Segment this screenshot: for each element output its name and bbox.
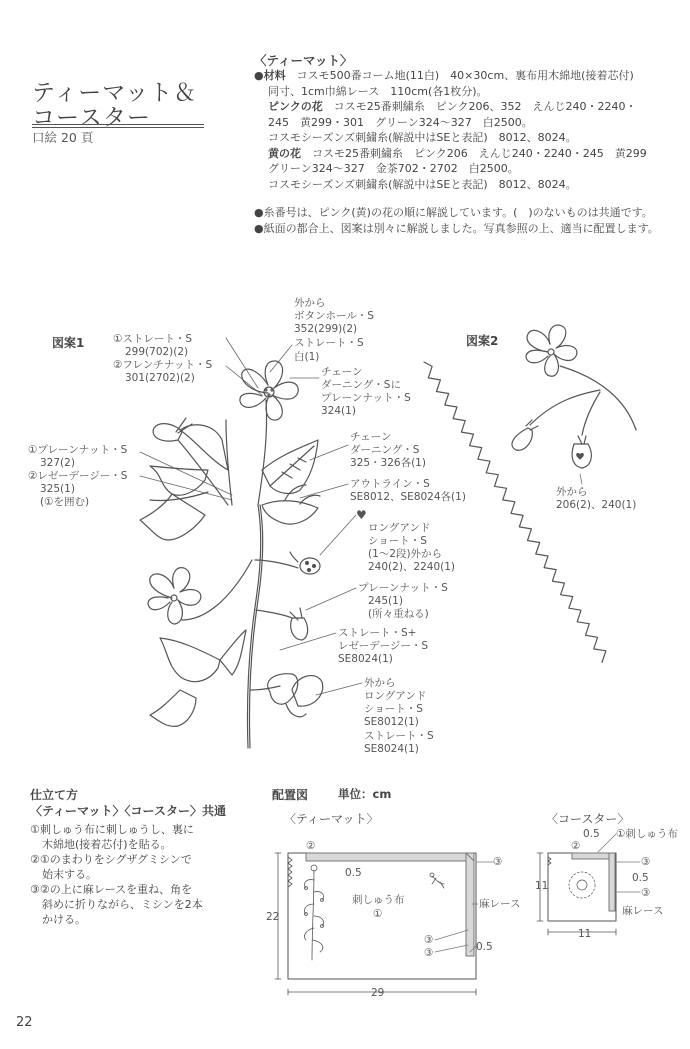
mat-margin-05-bottom: 0.5 xyxy=(476,941,493,953)
mat-marker-3-mid: ③ xyxy=(424,934,434,946)
mat-marker-3-top: ③ xyxy=(493,856,503,868)
title-line-1: ティーマット＆ xyxy=(32,80,198,106)
pattern-2-label: 図案2 xyxy=(466,334,499,348)
mat-marker-2: ② xyxy=(306,840,316,852)
page-number: 22 xyxy=(16,1015,33,1030)
mat-cloth-label: 刺しゅう布 xyxy=(352,894,405,906)
label-plain-knot-2: ①プレーンナット・S xyxy=(28,444,128,456)
mat-cloth-marker: ① xyxy=(373,908,383,920)
coaster-lace-label: 麻レース xyxy=(622,905,664,917)
finish-subheading: 〈ティーマット〉〈コースター〉共通 xyxy=(30,804,226,818)
label-thread-se8024-a: SE8024(1) xyxy=(338,653,393,665)
mat-lace-label: 麻レース xyxy=(479,898,521,910)
label-thread-se8024-b: SE8024(1) xyxy=(364,743,419,755)
mat-height-22: 22 xyxy=(266,911,280,923)
label-darning-1: ダーニング・Sに xyxy=(321,379,401,391)
label-white: 白(1) xyxy=(294,351,320,363)
label-long-short-3: ロングアンド xyxy=(364,690,427,702)
coaster-margin-05-right: 0.5 xyxy=(632,872,649,884)
pink-flower-line-2: 245 黄299・301 グリーン324〜327 白2500。 xyxy=(268,115,533,129)
label-from-outside-3: 外から xyxy=(556,486,588,498)
label-long-short-2: ショート・S xyxy=(368,535,427,547)
frontispiece-ref: 口絵 20 頁 xyxy=(32,130,94,145)
coaster-cloth-label: ①刺しゅう布 xyxy=(616,828,678,840)
label-straight-stitch-3: ストレート・S xyxy=(364,730,434,742)
label-thread-352: 352(299)(2) xyxy=(294,323,358,335)
label-thread-se8012-se8024: SE8012、SE8024各(1) xyxy=(350,491,466,503)
label-lazy-daisy-1: ②レゼーデージー・S xyxy=(28,470,128,482)
yellow-flower-line-2: グリーン324〜327 金茶702・2702 白2500。 xyxy=(268,162,519,175)
label-long-short-4: ショート・S xyxy=(364,703,423,715)
label-thread-301: 301(2702)(2) xyxy=(125,372,195,384)
note-layout: ●紙面の都合上、図案は別々に解説しました。写真参照の上、適当に配置します。 xyxy=(254,222,659,235)
mat-marker-3-bottom: ③ xyxy=(424,947,434,959)
tea-mat-label: 〈ティーマット〉 xyxy=(284,812,379,826)
coaster-width-11: 11 xyxy=(578,928,592,940)
coaster-margin-05-top: 0.5 xyxy=(583,828,600,840)
coaster-marker-3-a: ③ xyxy=(641,856,651,868)
label-chain-2: チェーン xyxy=(350,431,392,443)
label-darning-2: ダーニング・S xyxy=(350,444,420,456)
pink-flower-line-1: ピンクの花 コスモ25番刺繍糸 ピンク206、352 えんじ240・2240・ xyxy=(268,100,637,113)
finish-step-3a: ③②の上に麻レースを重ね、角を xyxy=(30,883,193,896)
label-overlap-note: (所々重ねる) xyxy=(368,608,429,620)
label-plain-knot-1: プレーンナット・S xyxy=(321,392,411,404)
pattern-1-label: 図案1 xyxy=(52,336,85,350)
title-line-2: コースター xyxy=(32,105,151,131)
coaster-marker-3-b: ③ xyxy=(641,887,651,899)
finish-heading: 仕立て方 xyxy=(30,788,79,802)
label-rows-from-outside: (1〜2段)外から xyxy=(368,548,443,560)
label-thread-324: 324(1) xyxy=(321,405,356,417)
label-french-knot: ②フレンチナット・S xyxy=(113,359,213,371)
label-buttonhole-stitch: ボタンホール・S xyxy=(294,310,374,322)
label-straight-stitch-1: ①ストレート・S xyxy=(113,333,193,345)
finish-step-2b: 始末する。 xyxy=(42,868,97,881)
yellow-flower-line-1: 黄の花 コスモ25番刺繍糸 ピンク206 えんじ240・2240・245 黄299 xyxy=(268,146,647,160)
layout-heading: 配置図 xyxy=(272,788,309,802)
pink-flower-line-3: コスモシーズンズ刺繍糸(解説中はSEと表記) 8012、8024。 xyxy=(268,131,577,144)
label-outline-stitch: アウトライン・S xyxy=(350,478,430,490)
note-thread-order: ●糸番号は、ピンク(黄)の花の順に解説しています。( )のないものは共通です。 xyxy=(254,206,653,219)
label-from-outside-1: 外から xyxy=(294,297,326,309)
label-thread-se8012: SE8012(1) xyxy=(364,716,419,728)
label-chain-1: チェーン xyxy=(321,366,363,378)
label-long-short-1: ロングアンド xyxy=(368,522,431,534)
coaster-label: 〈コースター〉 xyxy=(546,812,630,826)
label-thread-206-240: 206(2)、240(1) xyxy=(556,499,637,511)
materials-heading: 〈ティーマット〉 xyxy=(254,53,353,68)
finish-step-1a: ①刺しゅう布に刺しゅうし、裏に xyxy=(30,823,194,836)
label-thread-325: 325(1) xyxy=(40,483,75,495)
heart-icon: ♥ xyxy=(356,508,367,522)
mat-width-29: 29 xyxy=(371,987,385,999)
finish-step-3c: かける。 xyxy=(42,913,86,926)
materials-line-1: ●材料 コスモ500番コーム地(11白) 40×30cm、裏布用木綿地(接着芯付) xyxy=(254,69,634,82)
label-plain-knot-3: プレーンナット・S xyxy=(358,582,448,594)
label-from-outside-2: 外から xyxy=(364,677,396,689)
coaster-height-11: 11 xyxy=(535,880,549,892)
finish-step-2a: ②①のまわりをシグザグミシンで xyxy=(30,853,192,866)
label-straight-stitch-2: ストレート・S xyxy=(294,337,364,349)
coaster-marker-2: ② xyxy=(571,840,581,852)
label-thread-299: 299(702)(2) xyxy=(125,346,189,358)
label-lazy-daisy-2: レゼーデージー・S xyxy=(338,640,429,652)
label-thread-325-326: 325・326各(1) xyxy=(350,457,426,469)
label-thread-240-2240: 240(2)、2240(1) xyxy=(368,561,456,573)
finish-step-3b: 斜めに折りながら、ミシンを2本 xyxy=(42,898,203,911)
label-thread-245: 245(1) xyxy=(368,595,403,607)
mat-margin-05-top: 0.5 xyxy=(345,867,362,879)
yellow-flower-line-3: コスモシーズンズ刺繍糸(解説中はSEと表記) 8012、8024。 xyxy=(268,177,577,191)
finish-step-1b: 木綿地(接着芯付)を貼る。 xyxy=(42,838,172,851)
materials-line-2: 同寸、1cm巾綿レース 110cm(各1枚分)。 xyxy=(268,84,488,98)
label-surround-note: (①を囲む) xyxy=(40,496,90,508)
label-thread-327: 327(2) xyxy=(40,457,75,469)
layout-unit: 単位：cm xyxy=(338,787,392,801)
label-straight-plus: ストレート・S+ xyxy=(338,627,417,639)
